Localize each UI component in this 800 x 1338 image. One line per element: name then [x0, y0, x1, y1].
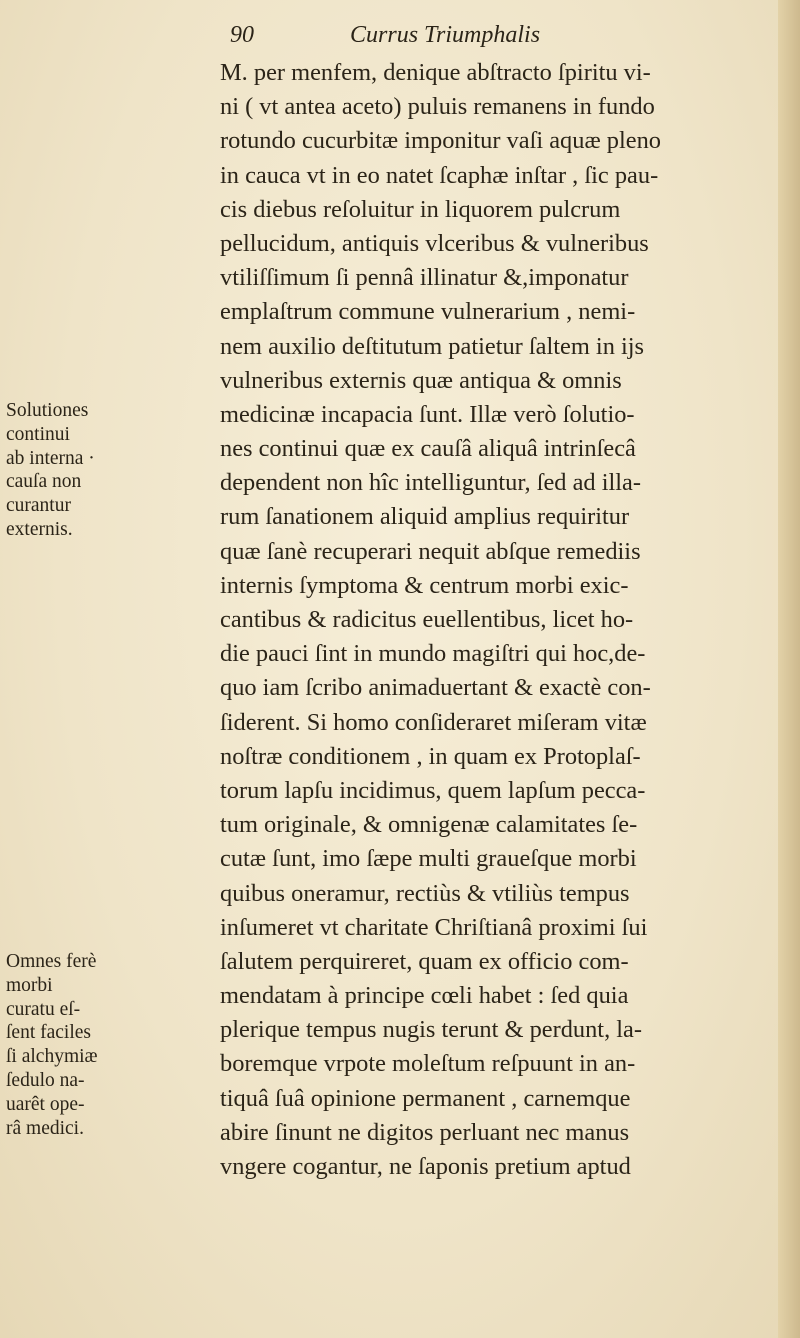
- marginal-note-omnes: [6, 950, 206, 1140]
- running-title: Currus Triumphalis: [350, 22, 541, 48]
- text-line: quæ ſanè recuperari nequit abſque remediis: [220, 537, 641, 565]
- text-line: cutæ ſunt, imo ſæpe multi graueſque morbi: [220, 845, 637, 873]
- text-line: die pauci ſint in mundo magiſtri qui hoc,de-: [220, 640, 646, 668]
- text-line: nem auxilio deſtitutum patietur ſaltem in ijs: [220, 332, 645, 360]
- text-line: quibus oneramur, rectiùs & vtiliùs tempus: [220, 879, 630, 907]
- marginal-note-line: Omnes ferè: [6, 951, 97, 972]
- text-line: medicinæ incapacia ſunt. Illæ verò ſolutio-: [220, 400, 635, 428]
- marginal-note-line: ſedulo na-: [6, 1069, 85, 1091]
- marginal-note-line: ſent faciles: [6, 1022, 91, 1044]
- text-line: M. per menfem, denique abſtracto ſpiritu vi-: [220, 59, 651, 86]
- marginal-note-solutiones: [6, 399, 206, 542]
- marginal-note-line: ab interna ·: [6, 447, 95, 469]
- text-line: mendatam à principe cœli habet : ſed quia: [220, 982, 629, 1010]
- text-line: noſtræ conditionem , in quam ex Protoplaſ-: [220, 742, 641, 770]
- text-line: in cauca vt in eo natet ſcaphæ inſtar , ſic pau-: [220, 161, 659, 189]
- page-edge: [778, 0, 800, 1338]
- text-line: ni ( vt antea aceto) puluis remanens in fundo: [220, 93, 655, 121]
- text-line: inſumeret vt charitate Chriſtianâ proximi ſui: [220, 913, 648, 941]
- marginal-note-line: cauſa non: [6, 471, 82, 493]
- text-line: vtiliſſimum ſi pennâ illinatur &,imponatur: [220, 264, 629, 292]
- text-line: ſiderent. Si homo conſideraret miſeram vitæ: [220, 708, 647, 736]
- marginal-note-line: curantur: [6, 495, 71, 517]
- text-line: abire ſinunt ne digitos perluant nec manus: [220, 1118, 630, 1146]
- text-line: boremque vrpote moleſtum reſpuunt in an-: [220, 1050, 636, 1078]
- text-line: vulneribus externis quæ antiqua & omnis: [220, 366, 622, 394]
- body-text: [220, 56, 750, 1184]
- text-line: plerique tempus nugis terunt & perdunt, la-: [220, 1016, 643, 1044]
- marginal-note-line: Solutiones: [6, 400, 89, 421]
- text-line: rum ſanationem aliquid amplius requiritur: [220, 503, 630, 531]
- text-line: emplaſtrum commune vulnerarium , nemi-: [220, 298, 636, 326]
- marginal-note-line: râ medici.: [6, 1117, 84, 1139]
- text-line: cis diebus reſoluitur in liquorem pulcrum: [220, 195, 621, 223]
- running-head: [230, 18, 710, 52]
- text-line: vngere cogantur, ne ſaponis pretium aptud: [220, 1153, 631, 1180]
- text-line: cantibus & radicitus euellentibus, licet ho-: [220, 606, 634, 633]
- marginal-note-line: uarêt ope-: [6, 1093, 85, 1115]
- text-line: quo iam ſcribo animaduertant & exactè con-: [220, 674, 651, 702]
- marginal-note-line: ſi alchymiæ: [6, 1046, 98, 1068]
- text-line: tum originale, & omnigenæ calamitates ſe-: [220, 811, 638, 839]
- marginal-note-line: curatu eſ-: [6, 998, 81, 1020]
- text-line: nes continui quæ ex cauſâ aliquâ intrinſecâ: [220, 435, 636, 463]
- text-line: rotundo cucurbitæ imponitur vaſi aquæ pleno: [220, 127, 661, 155]
- text-line: pellucidum, antiquis vlceribus & vulneribus: [220, 229, 649, 257]
- marginal-note-line: morbi: [6, 974, 53, 996]
- marginal-note-line: continui: [6, 423, 70, 445]
- marginal-note-line: externis.: [6, 518, 73, 540]
- text-line: tiquâ ſuâ opinione permanent , carnemque: [220, 1084, 631, 1112]
- text-line: ſalutem perquireret, quam ex officio com-: [220, 947, 629, 975]
- text-line: dependent non hîc intelliguntur, ſed ad illa-: [220, 469, 642, 497]
- text-line: torum lapſu incidimus, quem lapſum pecca-: [220, 776, 646, 804]
- text-line: internis ſymptoma & centrum morbi exic-: [220, 571, 629, 599]
- page-number: 90: [230, 22, 254, 48]
